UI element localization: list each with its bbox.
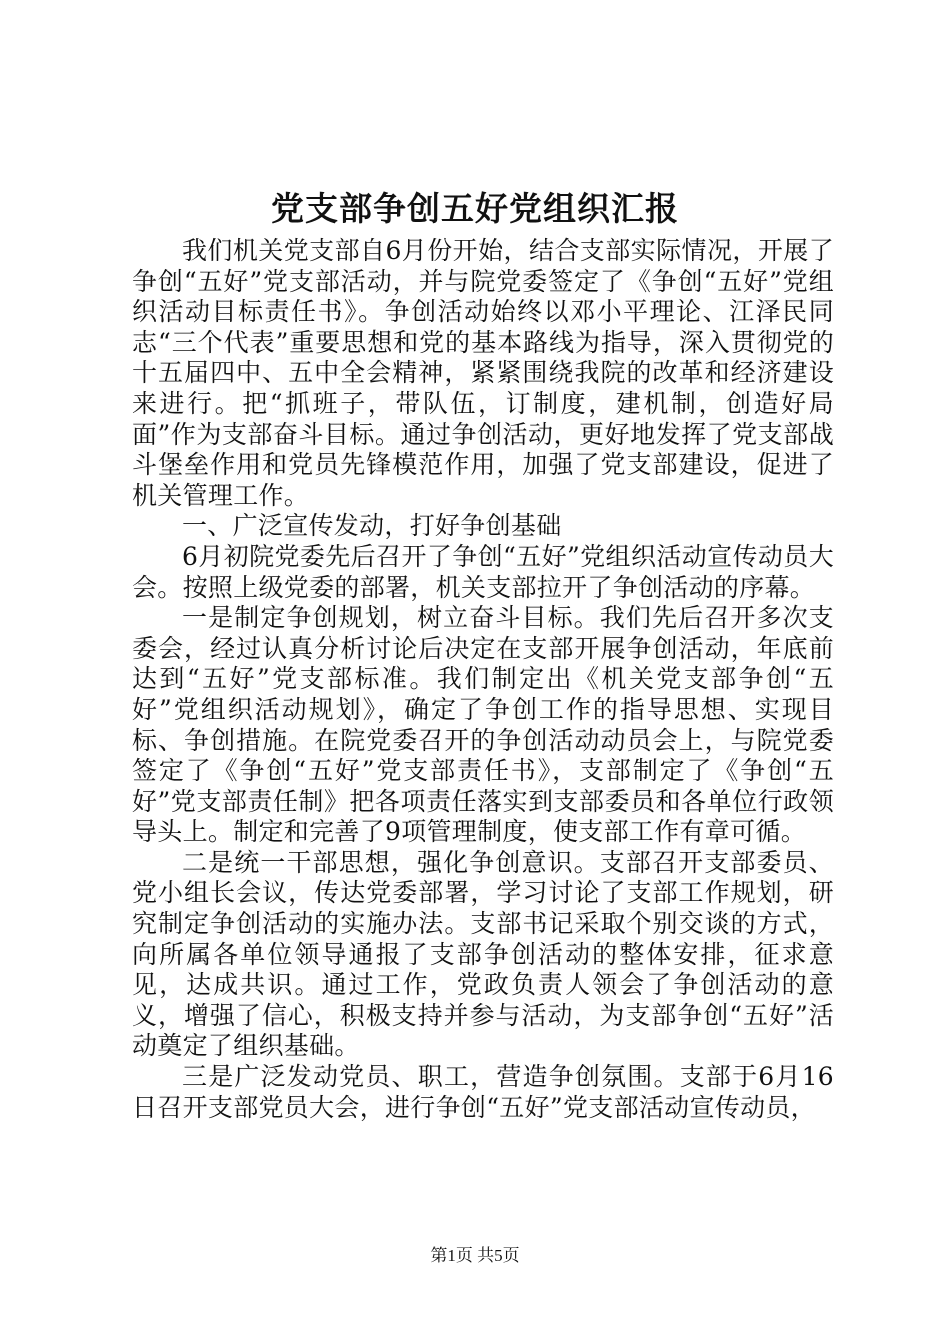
intro-paragraph: 我们机关党支部自6月份开始，结合支部实际情况，开展了争创“五好”党支部活动，并与院党委签定了《争创“五好”党组织活动目标责任书》。争创活动始终以邓小平理论、江泽民同志“三个代表”重要思想和党的基本路线为指导，深入贯彻党的十五届四中、五中全会精神，紧紧围绕我院的改革和经济建设来进行。把“抓班子，带队伍，订制度，建机制，创造好局面”作为支部奋斗目标。通过争创活动，更好地发挥了党支部战斗堡垒作用和党员先锋模范作用，加强了党支部建设，促进了机关管理工作。 [132, 236, 834, 510]
paragraph-mobilization: 6月初院党委先后召开了争创“五好”党组织活动宣传动员大会。按照上级党委的部署，机关支部拉开了争创活动的序幕。 [132, 541, 834, 602]
paragraph-unify-thinking: 二是统一干部思想，强化争创意识。支部召开支部委员、党小组长会议，传达党委部署，学习讨论了支部工作规划，研究制定争创活动的实施办法。支部书记采取个别交谈的方式，向所属各单位领导通报了支部争创活动的整体安排，征求意见，达成共识。通过工作，党政负责人领会了争创活动的意义，增强了信心，积极支持并参与活动，为支部争创“五好”活动奠定了组织基础。 [132, 847, 834, 1061]
document-title: 党支部争创五好党组织汇报 [271, 189, 679, 228]
paragraph-mobilize-members: 三是广泛发动党员、职工，营造争创氛围。支部于6月16日召开支部党员大会，进行争创“五好”党支部活动宣传动员， [132, 1062, 834, 1122]
page-footer: 第1页 共5页 [430, 1246, 520, 1265]
section-heading-1: 一、广泛宣传发动，打好争创基础 [182, 511, 562, 541]
paragraph-plan: 一是制定争创规划，树立奋斗目标。我们先后召开多次支委会，经过认真分析讨论后决定在支部开展争创活动，年底前达到“五好”党支部标准。我们制定出《机关党支部争创“五好”党组织活动规划》，确定了争创工作的指导思想、实现目标、争创措施。在院党委召开的争创活动动员会上，与院党委签定了《争创“五好”党支部责任书》，支部制定了《争创“五好”党支部责任制》把各项责任落实到支部委员和各单位行政领导头上。制定和完善了9项管理制度，使支部工作有章可循。 [132, 603, 834, 847]
document-body [132, 236, 834, 1123]
